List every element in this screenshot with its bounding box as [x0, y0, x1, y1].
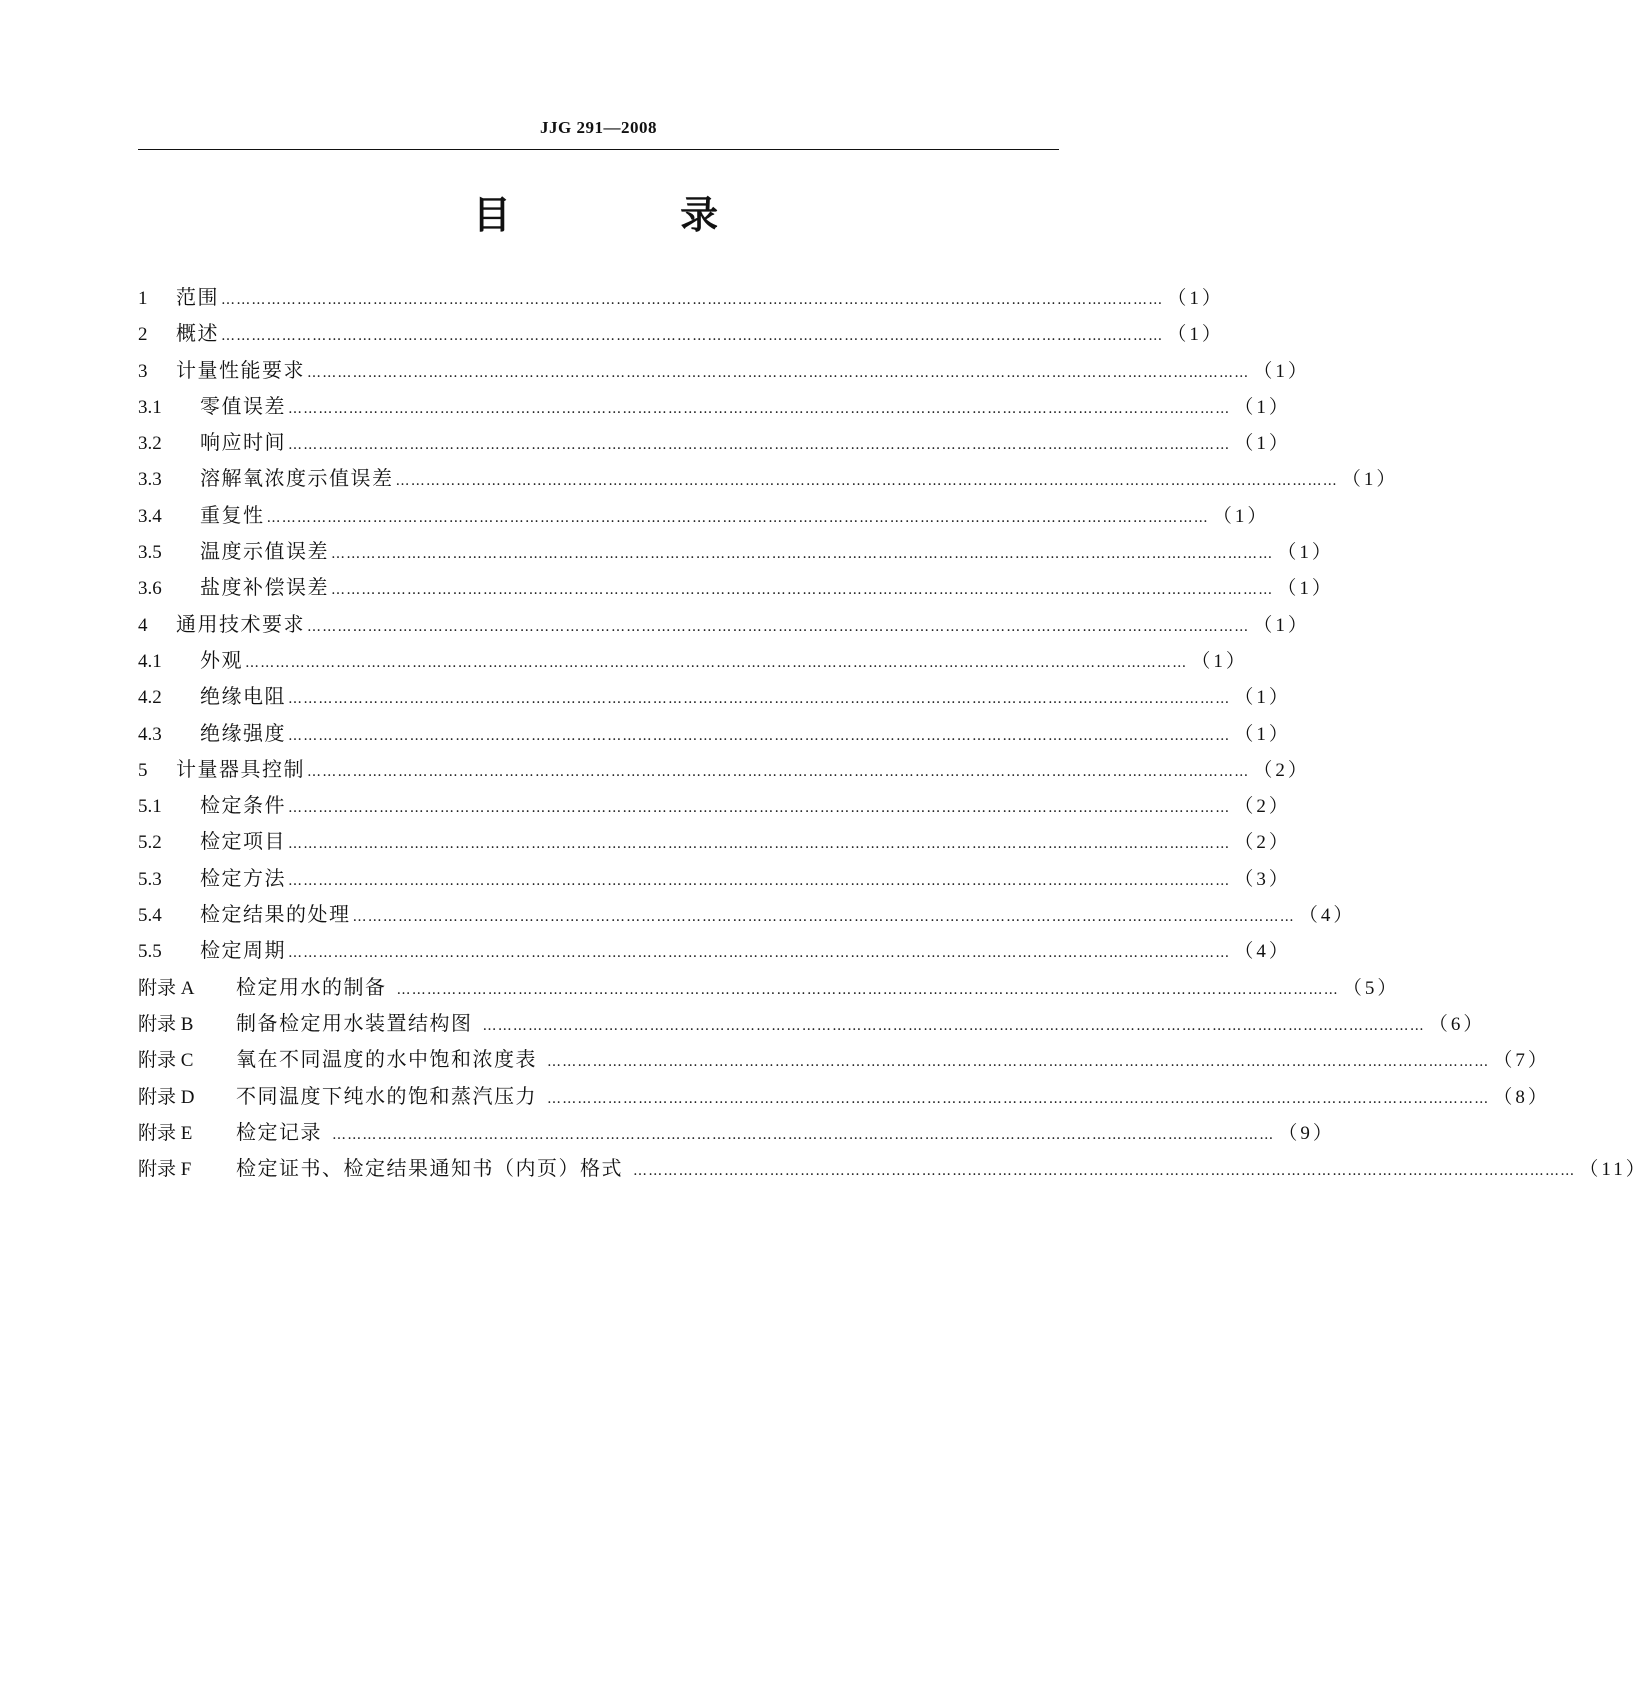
toc-entry[interactable]: [138, 896, 1356, 932]
toc-entry-page: （9）: [1278, 1122, 1335, 1144]
toc-entry-title: 检定记录: [236, 1119, 322, 1144]
toc-entry-number: 4.2: [138, 687, 162, 709]
toc-entry[interactable]: [138, 860, 1291, 896]
toc-entry-number: 附录 F: [138, 1159, 192, 1181]
toc-entry-title: 通用技术要求: [176, 611, 305, 636]
toc-entry-title: 盐度补偿误差: [200, 575, 329, 600]
toc-entry-page: （3）: [1234, 868, 1291, 890]
toc-entry[interactable]: [138, 1150, 1648, 1186]
toc-entry-page: （5）: [1342, 977, 1400, 999]
toc-entry-number: 5.4: [138, 905, 162, 927]
toc-entry-page: （1）: [1191, 650, 1248, 672]
toc-entry-title: 外观: [200, 647, 243, 672]
toc-entry-number: 4: [138, 614, 148, 636]
toc-entry-page: （4）: [1298, 905, 1356, 927]
toc-entry-number: 3: [138, 360, 148, 382]
toc-entry[interactable]: [138, 1114, 1335, 1150]
toc-entry-number: 5.2: [138, 832, 162, 854]
toc-entry[interactable]: [138, 787, 1291, 823]
toc-entry-number: 3.5: [138, 542, 162, 564]
toc-leader-dots: ……………………………………………………………………………………………………………………………………………………………………: [331, 582, 1274, 599]
toc-leader-dots: ……………………………………………………………………………………………………………………………………………………………………: [288, 872, 1231, 889]
toc-entry-title: 计量性能要求: [176, 357, 305, 382]
toc-entry-page: （8）: [1493, 1086, 1550, 1108]
toc-entry[interactable]: [138, 1041, 1550, 1077]
toc-entry[interactable]: [138, 497, 1270, 533]
toc-entry-number: 5: [138, 759, 148, 781]
toc-entry-number: 3.3: [138, 469, 162, 491]
toc-entry-number: 3.6: [138, 578, 162, 600]
toc-entry-title: 温度示值误差: [200, 539, 329, 564]
toc-entry-number: 4.3: [138, 723, 162, 745]
toc-entry-page: （2）: [1253, 759, 1310, 781]
toc-leader-dots: ……………………………………………………………………………………………………………………………………………………………………: [288, 691, 1231, 708]
toc-entry-title: 概述: [176, 321, 219, 346]
toc-entry-page: （1）: [1341, 469, 1399, 491]
toc-entry[interactable]: [138, 1078, 1550, 1114]
toc-entry-page: （1）: [1234, 687, 1291, 709]
header-rule: [138, 149, 1059, 150]
toc-entry-page: （2）: [1234, 796, 1291, 818]
toc-leader-dots: ……………………………………………………………………………………………………………………………………………………………………: [288, 800, 1231, 817]
toc-entry-title: 检定用水的制备: [236, 974, 387, 999]
toc-entry-page: （1）: [1234, 723, 1291, 745]
toc-entry-number: 2: [138, 324, 148, 346]
toc-entry-page: （1）: [1234, 433, 1291, 455]
toc-entry[interactable]: [138, 715, 1291, 751]
toc-entry-page: （7）: [1493, 1050, 1550, 1072]
toc-entry-number: 3.1: [138, 396, 162, 418]
toc-entry-title: 零值误差: [200, 393, 286, 418]
toc-leader-dots: ……………………………………………………………………………………………………………………………………………………………………: [307, 364, 1250, 381]
toc-entry-page: （1）: [1167, 288, 1224, 309]
toc-entry-number: 附录 D: [138, 1086, 195, 1108]
toc-entry-title: 范围: [176, 285, 219, 309]
toc-entry-number: 1: [138, 288, 148, 309]
toc-entry[interactable]: [138, 533, 1334, 569]
toc-entry-number: 3.4: [138, 505, 162, 527]
toc-leader-dots: ……………………………………………………………………………………………………………………………………………………………………: [331, 546, 1274, 563]
toc-entry-title: 检定结果的处理: [200, 902, 351, 927]
toc-entry-title: 检定项目: [200, 829, 286, 854]
toc-entry-number: 4.1: [138, 650, 162, 672]
toc-entry-page: （4）: [1234, 941, 1291, 963]
toc-entry-number: 5.1: [138, 796, 162, 818]
toc-leader-dots: ……………………………………………………………………………………………………………………………………………………………………: [633, 1163, 1576, 1180]
toc-entry-page: （1）: [1212, 505, 1270, 527]
toc-entry[interactable]: [138, 678, 1291, 714]
toc-leader-dots: ……………………………………………………………………………………………………………………………………………………………………: [547, 1090, 1490, 1107]
toc-entry-number: 附录 C: [138, 1050, 194, 1072]
toc-leader-dots: ……………………………………………………………………………………………………………………………………………………………………: [288, 727, 1231, 744]
toc-entry[interactable]: [138, 569, 1334, 605]
toc-entry[interactable]: [138, 388, 1291, 424]
toc-leader-dots: ……………………………………………………………………………………………………………………………………………………………………: [288, 437, 1231, 454]
toc-entry[interactable]: [138, 315, 1224, 351]
toc-leader-dots: ……………………………………………………………………………………………………………………………………………………………………: [396, 981, 1339, 998]
toc-entry[interactable]: [138, 823, 1291, 859]
toc-entry-title: 检定证书、检定结果通知书（内页）格式: [236, 1156, 623, 1181]
toc-entry-page: （2）: [1234, 832, 1291, 854]
toc-leader-dots: ……………………………………………………………………………………………………………………………………………………………………: [221, 328, 1164, 345]
toc-entry[interactable]: [138, 969, 1400, 1005]
toc-leader-dots: ……………………………………………………………………………………………………………………………………………………………………: [547, 1054, 1490, 1071]
toc-entry-title: 检定周期: [200, 938, 286, 963]
toc-entry[interactable]: [138, 642, 1248, 678]
toc-leader-dots: ……………………………………………………………………………………………………………………………………………………………………: [288, 400, 1231, 417]
toc-entry-page: （1）: [1277, 578, 1334, 600]
standard-code-header: JJG 291—2008: [540, 118, 657, 137]
toc-entry-page: （1）: [1253, 614, 1310, 636]
table-of-contents: [138, 279, 1648, 1186]
toc-entry[interactable]: [138, 606, 1310, 642]
toc-entry-number: 附录 A: [138, 977, 195, 999]
toc-entry-title: 溶解氧浓度示值误差: [200, 466, 394, 491]
toc-entry-title: 计量器具控制: [176, 756, 305, 781]
toc-entry[interactable]: [138, 751, 1310, 787]
toc-entry[interactable]: [138, 932, 1291, 968]
toc-entry-number: 附录 B: [138, 1013, 194, 1035]
toc-entry-title: 检定条件: [200, 793, 286, 818]
toc-leader-dots: ……………………………………………………………………………………………………………………………………………………………………: [245, 654, 1188, 671]
toc-leader-dots: ……………………………………………………………………………………………………………………………………………………………………: [288, 945, 1231, 962]
toc-entry-title: 响应时间: [200, 430, 286, 455]
toc-entry-title: 制备检定用水装置结构图: [236, 1010, 473, 1035]
toc-entry[interactable]: [138, 1005, 1486, 1041]
toc-entry-page: （11）: [1579, 1159, 1648, 1181]
toc-entry-title: 检定方法: [200, 865, 286, 890]
toc-entry-number: 附录 E: [138, 1122, 193, 1144]
toc-entry-title: 绝缘电阻: [200, 684, 286, 709]
toc-entry-page: （1）: [1234, 396, 1291, 418]
toc-entry-title: 不同温度下纯水的饱和蒸汽压力: [236, 1083, 537, 1108]
toc-entry[interactable]: [138, 460, 1399, 496]
toc-entry-number: 5.5: [138, 941, 162, 963]
toc-entry-number: 5.3: [138, 868, 162, 890]
toc-leader-dots: ……………………………………………………………………………………………………………………………………………………………………: [482, 1017, 1425, 1034]
toc-leader-dots: ……………………………………………………………………………………………………………………………………………………………………: [332, 1126, 1275, 1143]
toc-leader-dots: ……………………………………………………………………………………………………………………………………………………………………: [352, 909, 1295, 926]
toc-leader-dots: ……………………………………………………………………………………………………………………………………………………………………: [266, 509, 1209, 526]
toc-entry[interactable]: [138, 279, 1224, 315]
toc-leader-dots: ……………………………………………………………………………………………………………………………………………………………………: [307, 763, 1250, 780]
toc-entry-page: （1）: [1253, 360, 1310, 382]
toc-entry-title: 绝缘强度: [200, 720, 286, 745]
toc-entry-title: 氧在不同温度的水中饱和浓度表: [236, 1047, 537, 1072]
toc-entry-number: 3.2: [138, 433, 162, 455]
toc-leader-dots: ……………………………………………………………………………………………………………………………………………………………………: [221, 292, 1164, 308]
page-title: 目 录: [472, 193, 797, 237]
toc-entry[interactable]: [138, 424, 1291, 460]
toc-leader-dots: ……………………………………………………………………………………………………………………………………………………………………: [288, 836, 1231, 853]
toc-entry-page: （1）: [1277, 542, 1334, 564]
toc-leader-dots: ……………………………………………………………………………………………………………………………………………………………………: [307, 618, 1250, 635]
toc-entry-page: （6）: [1428, 1013, 1486, 1035]
toc-leader-dots: ……………………………………………………………………………………………………………………………………………………………………: [395, 473, 1338, 490]
toc-entry-title: 重复性: [200, 502, 265, 527]
toc-entry-page: （1）: [1167, 324, 1224, 346]
toc-entry[interactable]: [138, 352, 1310, 388]
